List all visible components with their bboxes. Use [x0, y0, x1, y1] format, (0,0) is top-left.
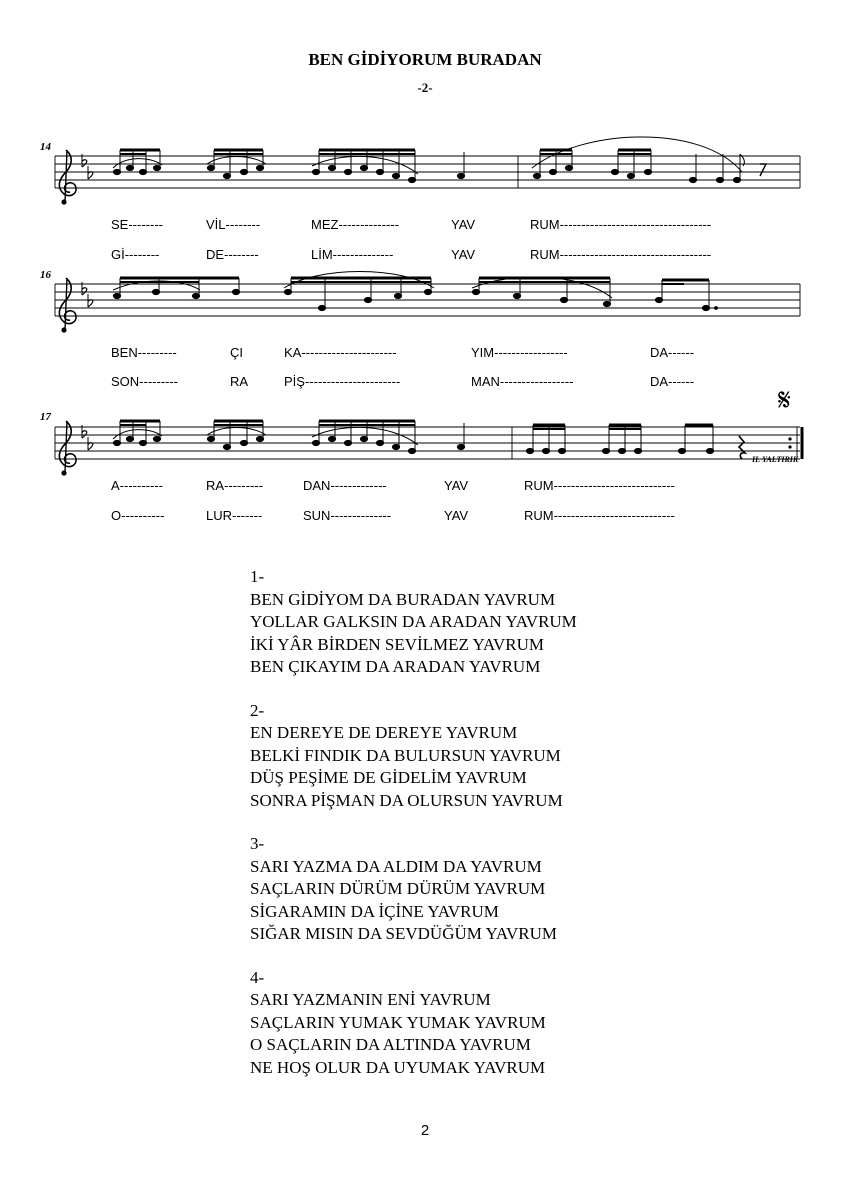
page-subtitle: -2-: [417, 80, 433, 95]
lyric: YAV: [451, 217, 476, 232]
verse-line: SARI YAZMA DA ALDIM DA YAVRUM: [250, 856, 542, 876]
lyric: RA---------: [206, 478, 264, 493]
verse-line: BEN ÇIKAYIM DA ARADAN YAVRUM: [250, 657, 541, 676]
verse-number: 4-: [250, 967, 265, 987]
lyric: A----------: [111, 478, 163, 493]
lyric: DE--------: [206, 247, 259, 262]
measure-number-16: 16: [40, 269, 51, 281]
lyric: KA----------------------: [284, 345, 397, 360]
verse-line: SONRA PİŞMAN DA OLURSUN YAVRUM: [250, 790, 563, 810]
verse-line: İKİ YÂR BİRDEN SEVİLMEZ YAVRUM: [250, 634, 545, 654]
lyric: YAV: [444, 478, 469, 493]
lyric: LUR-------: [206, 508, 263, 523]
lyric: YIM-----------------: [471, 345, 568, 360]
verse-line: YOLLAR GALKSIN DA ARADAN YAVRUM: [250, 612, 577, 631]
verse-line: DÜŞ PEŞİME DE GİDELİM YAVRUM: [250, 768, 527, 787]
staff-system-2: [40, 269, 800, 333]
lyric: ÇI: [230, 345, 243, 360]
lyric: YAV: [451, 247, 476, 262]
lyric: RA: [230, 374, 249, 389]
verse-4: [250, 967, 577, 1080]
verse-line: SİGARAMIN DA İÇİNE YAVRUM: [250, 901, 499, 921]
lyric: DAN-------------: [303, 478, 387, 493]
lyric: DA------: [650, 345, 695, 360]
verse-line: O SAÇLARIN DA ALTINDA YAVRUM: [250, 1035, 531, 1054]
segno-symbol: 𝄋: [778, 383, 791, 418]
verse-line: SARI YAZMANIN ENİ YAVRUM: [250, 990, 491, 1009]
lyric: SUN--------------: [303, 508, 392, 523]
lyric: SE--------: [111, 217, 163, 232]
lyric: LİM--------------: [311, 247, 394, 262]
lyric: DA------: [650, 374, 695, 389]
measure-number-17: 17: [40, 411, 51, 423]
staff-system-3: [40, 383, 802, 476]
verse-1: [250, 566, 577, 679]
verse-line: SAÇLARIN DÜRÜM DÜRÜM YAVRUM: [250, 879, 546, 898]
verse-line: SAÇLARIN YUMAK YUMAK YAVRUM: [250, 1012, 546, 1032]
verse-3: [250, 833, 577, 946]
lyric: O----------: [111, 508, 165, 523]
verses-block: [250, 566, 577, 1100]
measure-number-14: 14: [40, 141, 51, 153]
staff-system-1: [40, 137, 800, 205]
lyric: PİŞ----------------------: [284, 374, 401, 389]
verse-line: SIĞAR MISIN DA SEVDÜĞÜM YAVRUM: [250, 924, 557, 943]
verse-line: EN DEREYE DE DEREYE YAVRUM: [250, 723, 518, 742]
lyric: SON---------: [111, 374, 179, 389]
lyric: YAV: [444, 508, 469, 523]
lyric: BEN---------: [111, 345, 177, 360]
verse-line: BEN GİDİYOM DA BURADAN YAVRUM: [250, 589, 556, 609]
lyric: RUM-----------------------------------: [530, 247, 712, 262]
music-score: [0, 0, 850, 540]
lyric: RUM----------------------------: [524, 478, 675, 493]
lyric: Gİ--------: [111, 247, 160, 262]
lyric: RUM----------------------------: [524, 508, 675, 523]
lyric: MAN-----------------: [471, 374, 574, 389]
lyric: MEZ--------------: [311, 217, 400, 232]
verse-2: [250, 700, 577, 813]
lyric: RUM-----------------------------------: [530, 217, 712, 232]
verse-line: NE HOŞ OLUR DA UYUMAK YAVRUM: [250, 1057, 546, 1077]
composer-credit: H. YALTIRIK: [752, 455, 799, 464]
verse-number: 1-: [250, 567, 265, 586]
lyric: VİL--------: [206, 217, 261, 232]
page-number: 2: [420, 1122, 430, 1139]
verse-line: BELKİ FINDIK DA BULURSUN YAVRUM: [250, 745, 561, 765]
verse-number: 2-: [250, 700, 265, 720]
verse-number: 3-: [250, 834, 265, 853]
song-title: BEN GİDİYORUM BURADAN: [308, 50, 542, 69]
